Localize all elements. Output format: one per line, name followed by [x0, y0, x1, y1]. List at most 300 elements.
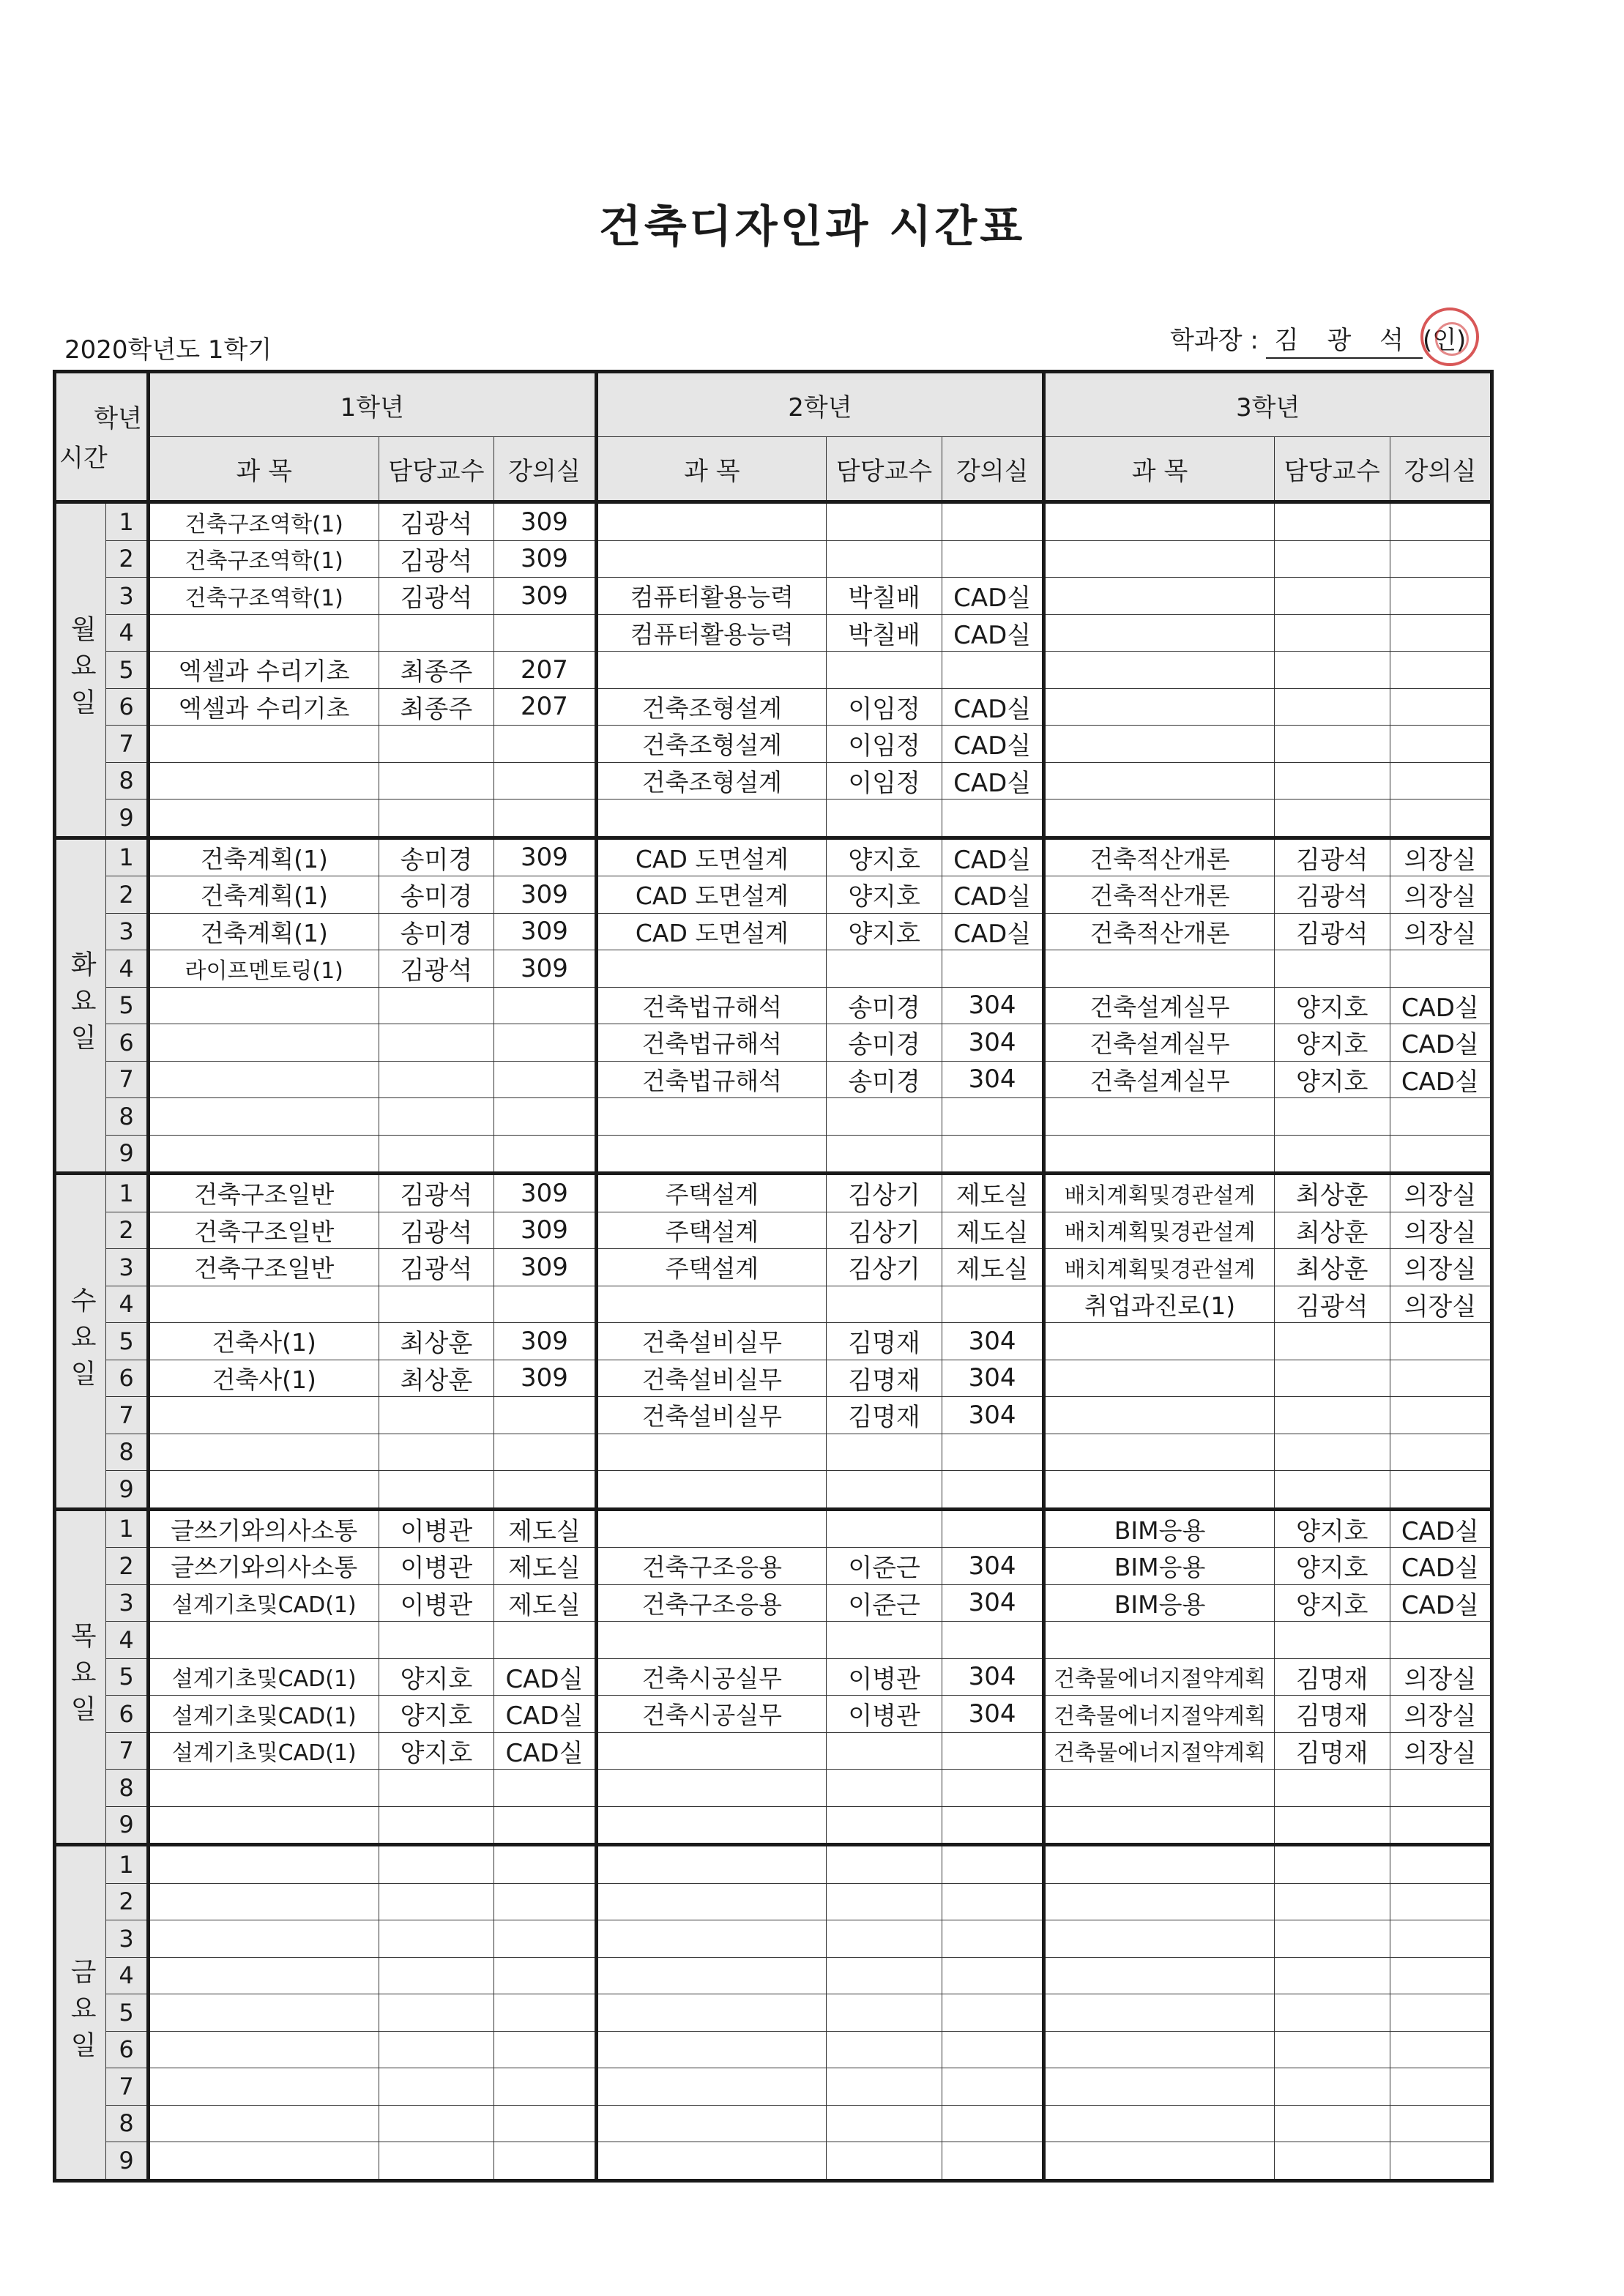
- room-cell: [1390, 540, 1491, 578]
- professor-cell: 김광석: [379, 540, 494, 578]
- professor-cell: 박칠배: [827, 614, 942, 652]
- room-cell: [1390, 1135, 1491, 1174]
- room-cell: [1390, 1920, 1491, 1958]
- professor-cell: 송미경: [827, 1061, 942, 1098]
- course-cell: [148, 614, 379, 652]
- course-cell: [596, 1509, 827, 1548]
- day-label: 수요일: [55, 1174, 106, 1510]
- course-cell: 건축사(1): [148, 1323, 379, 1360]
- course-cell: [148, 762, 379, 800]
- room-cell: CAD실: [1390, 1509, 1491, 1548]
- grade-3-professor-col-header: 담당교수: [1274, 437, 1390, 502]
- professor-cell: [1274, 1434, 1390, 1471]
- course-cell: [1044, 540, 1275, 578]
- room-cell: [942, 1770, 1044, 1807]
- room-cell: 309: [494, 1212, 596, 1249]
- room-cell: 309: [494, 502, 596, 541]
- professor-cell: [827, 1770, 942, 1807]
- room-cell: 207: [494, 652, 596, 689]
- professor-cell: [1274, 1098, 1390, 1136]
- period-number: 7: [106, 1061, 149, 1098]
- room-cell: [942, 1135, 1044, 1174]
- professor-cell: [1274, 1471, 1390, 1510]
- course-cell: 건축조형설계: [596, 688, 827, 726]
- professor-cell: [379, 1994, 494, 2032]
- course-cell: [1044, 2031, 1275, 2068]
- room-cell: [942, 1920, 1044, 1958]
- professor-cell: 이준근: [827, 1548, 942, 1585]
- course-cell: [148, 1806, 379, 1845]
- room-cell: 309: [494, 913, 596, 950]
- professor-cell: 이병관: [379, 1584, 494, 1622]
- professor-cell: [1274, 1397, 1390, 1434]
- room-cell: 제도실: [942, 1212, 1044, 1249]
- course-cell: 건축구조일반: [148, 1212, 379, 1249]
- course-cell: [596, 1135, 827, 1174]
- course-cell: 주택설계: [596, 1174, 827, 1212]
- professor-cell: 김광석: [1274, 876, 1390, 914]
- course-cell: [1044, 2068, 1275, 2106]
- professor-cell: [379, 1434, 494, 1471]
- professor-cell: [827, 1135, 942, 1174]
- day-label: 금요일: [55, 1845, 106, 2181]
- room-cell: [1390, 1471, 1491, 1510]
- room-cell: [942, 652, 1044, 689]
- table-row: [55, 1024, 1492, 1062]
- room-cell: [1390, 578, 1491, 615]
- room-cell: [1390, 2068, 1491, 2106]
- professor-cell: [379, 1770, 494, 1807]
- period-number: 8: [106, 762, 149, 800]
- room-cell: 309: [494, 1174, 596, 1212]
- professor-cell: [1274, 800, 1390, 838]
- room-cell: [1390, 1622, 1491, 1659]
- room-cell: [1390, 2142, 1491, 2181]
- grade-time-corner: [55, 372, 149, 502]
- table-row: [55, 614, 1492, 652]
- professor-cell: [827, 1732, 942, 1770]
- period-number: 5: [106, 1994, 149, 2032]
- course-cell: [1044, 1098, 1275, 1136]
- course-cell: 라이프멘토링(1): [148, 950, 379, 988]
- room-cell: [494, 1957, 596, 1994]
- room-cell: 309: [494, 578, 596, 615]
- room-cell: [942, 1471, 1044, 1510]
- course-cell: 배치계획및경관설계: [1044, 1212, 1275, 1249]
- grade-3-header: 3학년: [1044, 372, 1492, 437]
- professor-cell: [827, 1434, 942, 1471]
- course-cell: [596, 1883, 827, 1920]
- course-cell: [1044, 1135, 1275, 1174]
- course-cell: [148, 987, 379, 1024]
- room-cell: [494, 1024, 596, 1062]
- course-cell: 배치계획및경관설계: [1044, 1174, 1275, 1212]
- professor-cell: [1274, 1883, 1390, 1920]
- room-cell: 304: [942, 1584, 1044, 1622]
- professor-cell: [379, 1098, 494, 1136]
- grade-3-subject-col-header: 과 목: [1044, 437, 1275, 502]
- table-row: [55, 1770, 1492, 1807]
- table-row: [55, 1098, 1492, 1136]
- course-cell: 설계기초및CAD(1): [148, 1732, 379, 1770]
- course-cell: [596, 1806, 827, 1845]
- professor-cell: [1274, 540, 1390, 578]
- course-cell: [1044, 1957, 1275, 1994]
- period-number: 4: [106, 1622, 149, 1659]
- room-cell: [1390, 1845, 1491, 1884]
- room-cell: CAD실: [1390, 1061, 1491, 1098]
- course-cell: 건축설계실무: [1044, 1024, 1275, 1062]
- course-cell: [148, 1471, 379, 1510]
- room-cell: [494, 1286, 596, 1323]
- period-number: 7: [106, 1397, 149, 1434]
- course-cell: 건축설계실무: [1044, 987, 1275, 1024]
- course-cell: 건축시공실무: [596, 1658, 827, 1696]
- course-cell: [1044, 1806, 1275, 1845]
- period-number: 5: [106, 1323, 149, 1360]
- grade-1-subject-col-header: 과 목: [148, 437, 379, 502]
- room-cell: 의장실: [1390, 1286, 1491, 1323]
- professor-cell: [379, 1061, 494, 1098]
- period-number: 3: [106, 1920, 149, 1958]
- period-number: 6: [106, 1696, 149, 1733]
- room-cell: CAD실: [942, 688, 1044, 726]
- professor-cell: [1274, 1622, 1390, 1659]
- professor-cell: [827, 2068, 942, 2106]
- room-cell: [494, 1471, 596, 1510]
- room-cell: [1390, 652, 1491, 689]
- room-cell: 207: [494, 688, 596, 726]
- room-cell: [494, 1061, 596, 1098]
- course-cell: [148, 1061, 379, 1098]
- professor-cell: 김광석: [379, 950, 494, 988]
- table-row: [55, 688, 1492, 726]
- table-row: [55, 652, 1492, 689]
- professor-cell: 양지호: [827, 838, 942, 876]
- professor-cell: 양지호: [1274, 1548, 1390, 1585]
- course-cell: 건축물에너지절약계획: [1044, 1732, 1275, 1770]
- professor-cell: 박칠배: [827, 578, 942, 615]
- professor-cell: 김상기: [827, 1212, 942, 1249]
- course-cell: [1044, 1883, 1275, 1920]
- room-cell: 의장실: [1390, 1732, 1491, 1770]
- course-cell: [1044, 950, 1275, 988]
- professor-cell: [379, 1024, 494, 1062]
- room-cell: [942, 540, 1044, 578]
- course-cell: [596, 1920, 827, 1958]
- period-number: 1: [106, 1845, 149, 1884]
- room-cell: [494, 1622, 596, 1659]
- professor-cell: 김광석: [1274, 1286, 1390, 1323]
- course-cell: 엑셀과 수리기초: [148, 652, 379, 689]
- room-cell: CAD실: [494, 1658, 596, 1696]
- period-number: 3: [106, 1249, 149, 1286]
- table-row: [55, 1061, 1492, 1098]
- day-label: 화요일: [55, 838, 106, 1174]
- course-cell: 건축적산개론: [1044, 876, 1275, 914]
- course-cell: 건축구조일반: [148, 1249, 379, 1286]
- table-row: [55, 2068, 1492, 2106]
- professor-cell: [379, 2105, 494, 2142]
- room-cell: [494, 987, 596, 1024]
- course-cell: [1044, 800, 1275, 838]
- table-row: [55, 1397, 1492, 1434]
- room-cell: [942, 1286, 1044, 1323]
- professor-cell: 김명재: [1274, 1696, 1390, 1733]
- grade-1-header: 1학년: [148, 372, 596, 437]
- room-cell: CAD실: [942, 913, 1044, 950]
- grade-2-subject-col-header: 과 목: [596, 437, 827, 502]
- professor-cell: 이준근: [827, 1584, 942, 1622]
- professor-cell: 양지호: [1274, 987, 1390, 1024]
- room-cell: [942, 1957, 1044, 1994]
- room-cell: [494, 762, 596, 800]
- table-row: [55, 578, 1492, 615]
- professor-cell: 김광석: [379, 1249, 494, 1286]
- course-cell: 취업과진로(1): [1044, 1286, 1275, 1323]
- professor-cell: 이병관: [827, 1658, 942, 1696]
- professor-cell: 양지호: [1274, 1584, 1390, 1622]
- room-cell: [494, 1883, 596, 1920]
- professor-cell: [1274, 1806, 1390, 1845]
- course-cell: [596, 502, 827, 541]
- course-cell: [148, 1994, 379, 2032]
- professor-cell: [827, 1957, 942, 1994]
- professor-cell: [827, 2142, 942, 2181]
- room-cell: 304: [942, 987, 1044, 1024]
- course-cell: [148, 1883, 379, 1920]
- table-row: [55, 1212, 1492, 1249]
- room-cell: CAD실: [942, 838, 1044, 876]
- professor-cell: 김명재: [1274, 1658, 1390, 1696]
- period-number: 9: [106, 2142, 149, 2181]
- course-cell: [1044, 1471, 1275, 1510]
- professor-cell: [1274, 1323, 1390, 1360]
- professor-cell: 김광석: [379, 502, 494, 541]
- room-cell: [494, 1845, 596, 1884]
- professor-cell: 김광석: [1274, 838, 1390, 876]
- room-cell: [942, 1098, 1044, 1136]
- day-label: 목요일: [55, 1509, 106, 1845]
- course-cell: 건축조형설계: [596, 762, 827, 800]
- professor-cell: 송미경: [379, 838, 494, 876]
- course-cell: [148, 1397, 379, 1434]
- table-row: [55, 502, 1492, 541]
- professor-cell: [1274, 614, 1390, 652]
- course-cell: [1044, 1920, 1275, 1958]
- time-corner-label: 시간: [59, 444, 108, 473]
- table-row: [55, 2105, 1492, 2142]
- professor-cell: [827, 2105, 942, 2142]
- professor-cell: 이임정: [827, 726, 942, 763]
- course-cell: [148, 2105, 379, 2142]
- course-cell: [148, 726, 379, 763]
- room-cell: 제도실: [494, 1584, 596, 1622]
- course-cell: 배치계획및경관설계: [1044, 1249, 1275, 1286]
- room-cell: [494, 2068, 596, 2106]
- professor-cell: 최상훈: [1274, 1249, 1390, 1286]
- professor-cell: [1274, 1920, 1390, 1958]
- table-row: [55, 913, 1492, 950]
- room-cell: CAD실: [942, 614, 1044, 652]
- period-number: 2: [106, 1883, 149, 1920]
- course-cell: 건축적산개론: [1044, 838, 1275, 876]
- professor-cell: 양지호: [379, 1732, 494, 1770]
- professor-cell: [379, 726, 494, 763]
- room-cell: 309: [494, 1323, 596, 1360]
- professor-cell: 이임정: [827, 762, 942, 800]
- course-cell: CAD 도면설계: [596, 913, 827, 950]
- professor-cell: 김명재: [827, 1323, 942, 1360]
- course-cell: 컴퓨터활용능력: [596, 614, 827, 652]
- course-cell: [596, 950, 827, 988]
- room-cell: CAD실: [942, 876, 1044, 914]
- professor-cell: [827, 540, 942, 578]
- course-cell: 건축계획(1): [148, 838, 379, 876]
- professor-cell: 이임정: [827, 688, 942, 726]
- professor-cell: 최종주: [379, 688, 494, 726]
- course-cell: 건축물에너지절약계획: [1044, 1658, 1275, 1696]
- table-row: [55, 1434, 1492, 1471]
- course-cell: [148, 2142, 379, 2181]
- course-cell: [1044, 2142, 1275, 2181]
- course-cell: 건축구조일반: [148, 1174, 379, 1212]
- course-cell: CAD 도면설계: [596, 876, 827, 914]
- room-cell: [942, 1434, 1044, 1471]
- table-row: [55, 540, 1492, 578]
- table-row: [55, 1658, 1492, 1696]
- room-cell: 304: [942, 1548, 1044, 1585]
- period-number: 7: [106, 1732, 149, 1770]
- room-cell: [1390, 2031, 1491, 2068]
- course-cell: [148, 1135, 379, 1174]
- professor-cell: [1274, 726, 1390, 763]
- room-cell: CAD실: [942, 726, 1044, 763]
- room-cell: [1390, 1397, 1491, 1434]
- course-cell: [148, 1957, 379, 1994]
- professor-cell: [827, 1806, 942, 1845]
- period-number: 4: [106, 614, 149, 652]
- professor-cell: [827, 800, 942, 838]
- room-cell: [942, 2031, 1044, 2068]
- period-number: 3: [106, 578, 149, 615]
- period-number: 5: [106, 1658, 149, 1696]
- course-cell: [1044, 762, 1275, 800]
- course-cell: [596, 1732, 827, 1770]
- professor-cell: [827, 1471, 942, 1510]
- course-cell: 건축설비실무: [596, 1360, 827, 1397]
- period-number: 2: [106, 876, 149, 914]
- room-cell: [1390, 1883, 1491, 1920]
- course-cell: 엑셀과 수리기초: [148, 688, 379, 726]
- period-number: 8: [106, 1434, 149, 1471]
- grade-1-professor-col-header: 담당교수: [379, 437, 494, 502]
- course-cell: BIM응용: [1044, 1548, 1275, 1585]
- room-cell: [1390, 1098, 1491, 1136]
- course-cell: [596, 1957, 827, 1994]
- table-row: [55, 800, 1492, 838]
- room-cell: 309: [494, 1360, 596, 1397]
- course-cell: [1044, 2105, 1275, 2142]
- professor-cell: 김상기: [827, 1249, 942, 1286]
- grade-1-room-col-header: 강의실: [494, 437, 596, 502]
- course-cell: [596, 2142, 827, 2181]
- department-head-label: 학과장 :: [1170, 326, 1259, 355]
- seal-mark: (인): [1422, 326, 1467, 355]
- room-cell: [494, 1434, 596, 1471]
- table-row: [55, 1548, 1492, 1585]
- course-cell: BIM응용: [1044, 1509, 1275, 1548]
- course-cell: [1044, 652, 1275, 689]
- room-cell: 제도실: [942, 1174, 1044, 1212]
- course-cell: 건축시공실무: [596, 1696, 827, 1733]
- room-cell: [1390, 1360, 1491, 1397]
- course-cell: 건축법규해석: [596, 1061, 827, 1098]
- course-cell: [1044, 1434, 1275, 1471]
- table-row: [55, 1323, 1492, 1360]
- room-cell: 의장실: [1390, 1696, 1491, 1733]
- page-title: 건축디자인과 시간표: [598, 201, 1026, 253]
- course-cell: [1044, 726, 1275, 763]
- professor-cell: [827, 1286, 942, 1323]
- room-cell: [1390, 800, 1491, 838]
- course-cell: 글쓰기와의사소통: [148, 1548, 379, 1585]
- course-cell: [596, 652, 827, 689]
- room-cell: [494, 800, 596, 838]
- period-number: 5: [106, 652, 149, 689]
- professor-cell: 양지호: [827, 913, 942, 950]
- table-row: [55, 950, 1492, 988]
- room-cell: [942, 2105, 1044, 2142]
- period-number: 7: [106, 726, 149, 763]
- grade-2-professor-col-header: 담당교수: [827, 437, 942, 502]
- professor-cell: 최상훈: [379, 1323, 494, 1360]
- table-row: [55, 1883, 1492, 1920]
- course-cell: [596, 1845, 827, 1884]
- course-cell: [148, 2068, 379, 2106]
- room-cell: [942, 1732, 1044, 1770]
- course-cell: [596, 540, 827, 578]
- timetable: [53, 370, 1494, 2183]
- period-number: 9: [106, 1471, 149, 1510]
- professor-cell: [1274, 762, 1390, 800]
- room-cell: 309: [494, 876, 596, 914]
- table-row: [55, 726, 1492, 763]
- professor-cell: [1274, 1135, 1390, 1174]
- professor-cell: [379, 762, 494, 800]
- table-row: [55, 1920, 1492, 1958]
- room-cell: CAD실: [1390, 1584, 1491, 1622]
- course-cell: 설계기초및CAD(1): [148, 1658, 379, 1696]
- room-cell: [1390, 1806, 1491, 1845]
- professor-cell: 최종주: [379, 652, 494, 689]
- room-cell: [494, 1770, 596, 1807]
- professor-cell: [379, 1806, 494, 1845]
- room-cell: [1390, 762, 1491, 800]
- period-number: 1: [106, 502, 149, 541]
- course-cell: [148, 1434, 379, 1471]
- room-cell: 의장실: [1390, 1658, 1491, 1696]
- course-cell: [596, 2105, 827, 2142]
- professor-cell: [379, 1920, 494, 1958]
- professor-cell: 최상훈: [379, 1360, 494, 1397]
- room-cell: CAD실: [1390, 1024, 1491, 1062]
- room-cell: [1390, 1994, 1491, 2032]
- professor-cell: [379, 1135, 494, 1174]
- room-cell: 의장실: [1390, 838, 1491, 876]
- table-row: [55, 1957, 1492, 1994]
- professor-cell: 김광석: [379, 1174, 494, 1212]
